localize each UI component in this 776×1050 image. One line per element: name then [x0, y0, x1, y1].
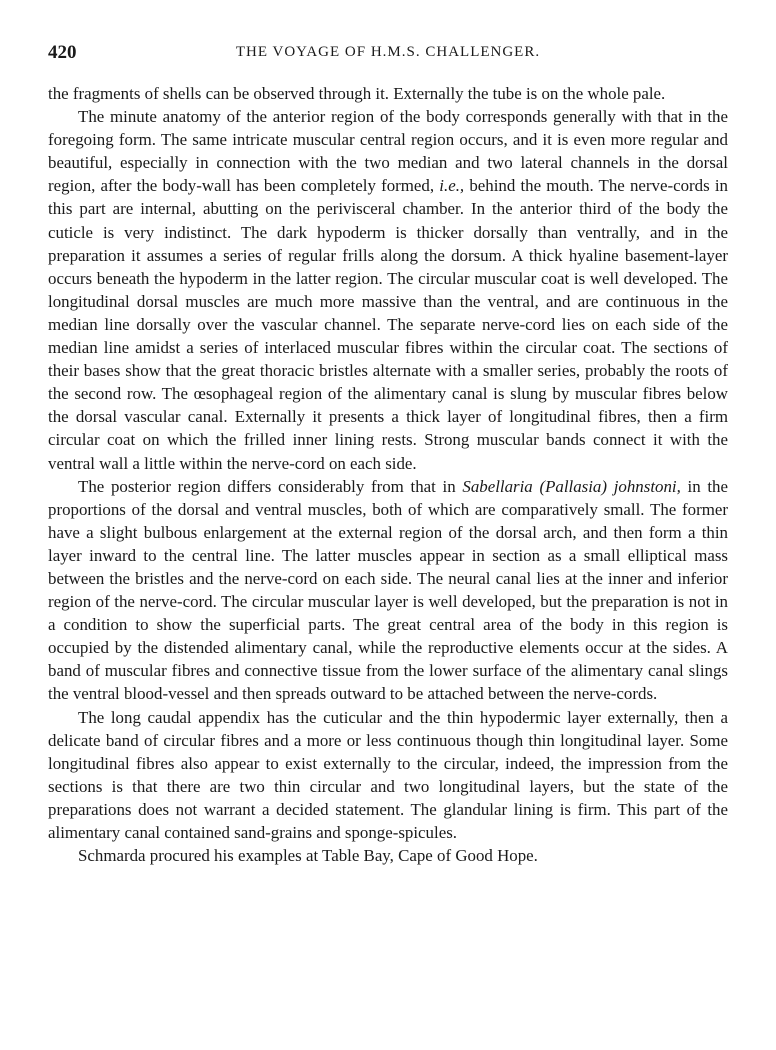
- paragraph-2-ie: i.e.,: [439, 176, 465, 196]
- paragraph-4: [48, 706, 728, 845]
- paragraph-2-text: The minute anatomy of the anterior region of the body corresponds generally with that in the foregoing form. The same intricate muscular central region occurs, and it is even more regular and beautiful, especially in connection with the two median and two lateral channels in the dorsal region, after the body-wall has been completely formed,: [48, 107, 728, 196]
- genus-name: Sabellaria: [462, 476, 533, 496]
- running-head: [48, 42, 728, 68]
- page-number: 420: [48, 42, 77, 63]
- paragraph-4-text: The long caudal appendix has the cuticular and the thin hypodermic layer externally, then a delicate band of circular fibres and a more or less continuous though thin longitudinal layer. Some longitudinal fibres also appear to exist externally to the circular, indeed, the impression from the sections is that there are two thin circular and two longitudinal layers, but the state of the preparations does not warrant a decided statement. The glandular lining is firm. This part of the alimentary canal contained sand-grains and sponge-spicules.: [48, 707, 728, 842]
- paragraph-3-start: The posterior region differs considerably from that in: [78, 476, 456, 496]
- paragraph-3-rest: in the proportions of the dorsal and ventral muscles, both of which are comparatively small. The former have a slight bulbous enlargement at the external region of the dorsal arch, and then form a thin layer inward to the central line. The latter muscles appear in section as a small elliptical mass between the bristles and the nerve-cord on each side. The neural canal lies at the inner and inferior region of the nerve-cord. The circular muscular layer is well developed, but the preparation is not in a condition to show the superficial parts. The great central area of the body in this region is occupied by the distended alimentary canal, while the reproductive elements occur at the sides. A band of muscular fibres and connective tissue from the lower surface of the alimentary canal slings the ventral blood-vessel and then spreads outward to be attached between the nerve-cords.: [48, 476, 728, 704]
- paragraph-1: [48, 82, 728, 105]
- paragraph-5: [48, 844, 728, 867]
- paragraph-3: [48, 475, 728, 706]
- paragraph-1-text: the fragments of shells can be observed through it. Externally the tube is on the whole pale.: [48, 84, 666, 103]
- running-title: THE VOYAGE OF H.M.S. CHALLENGER.: [235, 44, 541, 60]
- body-text: [48, 82, 728, 867]
- paragraph-5-text: Schmarda procured his examples at Table Bay, Cape of Good Hope.: [78, 846, 538, 866]
- subgenus-name: (Pallasia): [539, 476, 608, 496]
- document-page: [48, 42, 728, 867]
- paragraph-2-rest: behind the mouth. The nerve-cords in this part are internal, abutting on the perivisceral chamber. In the anterior third of the body the cuticle is very indistinct. The dark hypoderm is thicker dorsally than ventrally, and in the preparation it assumes a series of regular frills along the dorsum. A thick hyaline basement-layer occurs beneath the hypoderm in the latter region. The circular muscular coat is well developed. The longitudinal dorsal muscles are much more massive than the ventral, and are continuous in the median line dorsally over the vascular channel. The separate nerve-cord lies on each side of the median line amidst a series of interlaced muscular fibres within the circular coat. The sections of their bases show that the great thoracic bristles alternate with a smaller series, probably the roots of the second row. The œsophageal region of the alimentary canal is slung by muscular fibres below the dorsal vascular canal. Externally it presents a thick layer of longitudinal fibres, then a firm circular coat on which the frilled inner lining rests. Strong muscular bands connect it with the ventral wall a little within the nerve-cord on each side.: [48, 176, 729, 473]
- paragraph-2: [48, 105, 728, 475]
- species-name: johnstoni,: [613, 476, 681, 496]
